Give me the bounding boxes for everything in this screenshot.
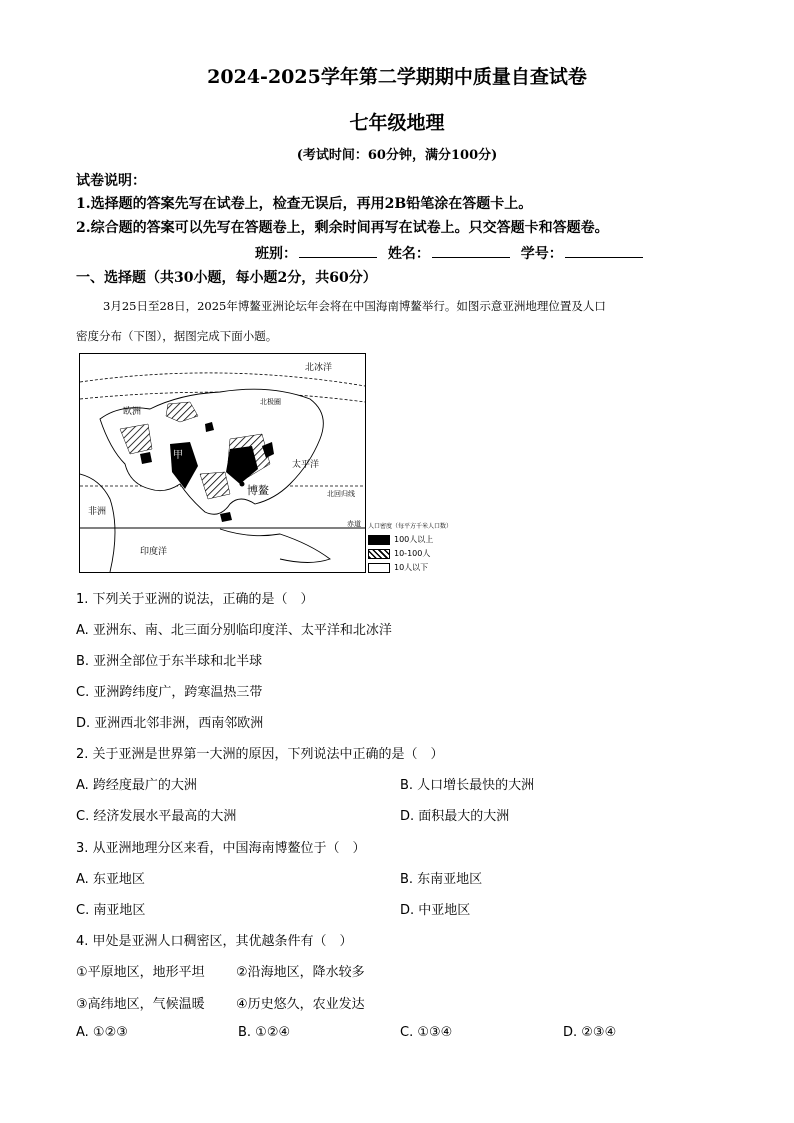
q2-option-a[interactable]: A. 跨经度最广的大洲: [76, 778, 197, 793]
legend-swatch-high: [368, 535, 390, 545]
asia-population-map: [79, 353, 366, 573]
q1-option-d[interactable]: D. 亚洲西北邻非洲，西南邻欧洲: [76, 716, 264, 731]
class-field[interactable]: [299, 244, 377, 258]
legend-high: [368, 534, 433, 545]
id-label: 学号：: [520, 246, 563, 262]
exam-info: (考试时间：60分钟，满分100分): [296, 148, 498, 163]
name-label: 姓名：: [387, 246, 430, 262]
label-arctic-ocean: 北冰洋: [305, 363, 333, 373]
intro-line-1: 3月25日至28日，2025年博鳌亚洲论坛年会将在中国海南博鳌举行。如图示意亚洲地理位置及人口: [103, 299, 606, 313]
q2-stem: 2. 关于亚洲是世界第一大洲的原因，下列说法中正确的是（ ）: [76, 747, 444, 762]
legend-swatch-low: [368, 563, 390, 573]
q2-option-d[interactable]: D. 面积最大的大洲: [400, 809, 510, 824]
label-africa: 非洲: [88, 507, 107, 517]
q4-condition-1: ①平原地区，地形平坦: [76, 965, 205, 980]
label-indian-ocean: 印度洋: [140, 547, 168, 557]
label-boao: 博鳌: [247, 484, 269, 497]
q3-option-b[interactable]: B. 东南亚地区: [400, 872, 483, 887]
q2-option-c[interactable]: C. 经济发展水平最高的大洲: [76, 809, 237, 824]
student-info-row: [255, 243, 649, 263]
q4-stem: 4. 甲处是亚洲人口稠密区，其优越条件有（ ）: [76, 934, 353, 949]
label-pacific: 太平洋: [292, 460, 320, 470]
class-label: 班别：: [255, 246, 297, 262]
q3-stem: 3. 从亚洲地理分区来看，中国海南博鳌位于（ ）: [76, 841, 366, 856]
q3-option-d[interactable]: D. 中亚地区: [400, 903, 471, 918]
section-heading: 一、选择题（共30小题，每小题2分，共60分）: [76, 270, 377, 286]
q4-condition-4: ④历史悠久，农业发达: [236, 997, 365, 1012]
exam-title: 2024-2025学年第二学期期中质量自查试卷: [207, 66, 587, 88]
q4-option-b[interactable]: B. ①②④: [238, 1025, 291, 1040]
instructions-heading: 试卷说明：: [76, 173, 146, 189]
legend-mid: [368, 548, 430, 559]
legend-title: 人口密度（每平方千米人口数）: [368, 523, 453, 530]
label-europe: 欧洲: [123, 407, 142, 417]
intro-line-2: 密度分布（下图），据图完成下面小题。: [76, 329, 278, 343]
legend-low: [368, 562, 428, 573]
q1-option-a[interactable]: A. 亚洲东、南、北三面分别临印度洋、太平洋和北冰洋: [76, 623, 392, 638]
label-arctic-circle: 北极圈: [260, 398, 281, 406]
legend-swatch-mid: [368, 549, 390, 559]
legend-mid-label: 10-100人: [394, 549, 431, 558]
instruction-line-1: 1.选择题的答案先写在试卷上，检查无误后，再用2B铅笔涂在答题卡上。: [76, 196, 533, 212]
legend-high-label: 100人以上: [394, 535, 434, 544]
name-field[interactable]: [432, 244, 510, 258]
q4-option-c[interactable]: C. ①③④: [400, 1025, 453, 1040]
q1-option-b[interactable]: B. 亚洲全部位于东半球和北半球: [76, 654, 263, 669]
q4-option-a[interactable]: A. ①②③: [76, 1025, 128, 1040]
label-jia: 甲: [173, 450, 183, 461]
label-equator: 赤道: [347, 520, 361, 528]
id-field[interactable]: [565, 244, 643, 258]
q1-option-c[interactable]: C. 亚洲跨纬度广，跨寒温热三带: [76, 685, 263, 700]
q4-option-d[interactable]: D. ②③④: [563, 1025, 617, 1040]
q3-option-c[interactable]: C. 南亚地区: [76, 903, 146, 918]
q4-condition-3: ③高纬地区，气候温暖: [76, 997, 205, 1012]
q3-option-a[interactable]: A. 东亚地区: [76, 872, 145, 887]
legend-low-label: 10人以下: [394, 563, 429, 572]
map-graphic: [80, 354, 365, 572]
exam-subtitle: 七年级地理: [349, 112, 445, 134]
q1-stem: 1. 下列关于亚洲的说法，正确的是（ ）: [76, 592, 314, 607]
instruction-line-2: 2.综合题的答案可以先写在答题卷上，剩余时间再写在试卷上。只交答题卡和答题卷。: [76, 220, 609, 236]
q2-option-b[interactable]: B. 人口增长最快的大洲: [400, 778, 535, 793]
boao-marker: [240, 482, 245, 487]
label-tropic: 北回归线: [327, 490, 355, 498]
q4-condition-2: ②沿海地区，降水较多: [236, 965, 365, 980]
